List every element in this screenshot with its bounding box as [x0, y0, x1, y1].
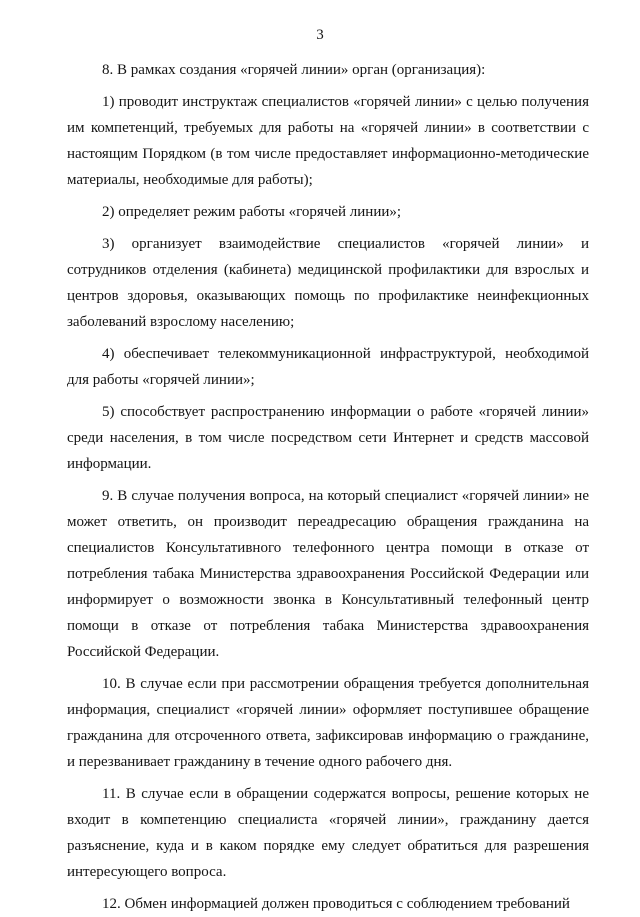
paragraph-8-item-4: 4) обеспечивает телекоммуникационной инфраструктурой, необходимой для работы «горячей линии»;: [67, 346, 589, 388]
paragraph-12: 12. Обмен информацией должен проводиться с соблюдением требований: [102, 896, 570, 912]
document-body: [67, 57, 589, 917]
paragraph-8-intro: 8. В рамках создания «горячей линии» орган (организация):: [102, 62, 486, 78]
page-number: 3: [316, 27, 324, 43]
paragraph-9: 9. В случае получения вопроса, на который специалист «горячей линии» не может ответить, он производит переадресацию обращения гражданина на специалистов Консультативного телефонного центра помощи в отказе от потребления табака Министерства здравоохранения Российской Федерации или информирует о возможности звонка в Консультативный телефонный центр помощи в отказе от потребления табака Министерства здравоохранения Российской Федерации.: [67, 488, 589, 660]
paragraph-8-item-1: 1) проводит инструктаж специалистов «горячей линии» с целью получения им компетенций, требуемых для работы на «горячей линии» в соответствии с настоящим Порядком (в том числе предоставляет информационно-методические материалы, необходимые для работы);: [67, 94, 589, 188]
paragraph-8-item-2: 2) определяет режим работы «горячей линии»;: [102, 204, 402, 220]
paragraph-8-item-3: 3) организует взаимодействие специалистов «горячей линии» и сотрудников отделения (кабинета) медицинской профилактики для взрослых и центров здоровья, оказывающих помощь по профилактике неинфекционных заболеваний взрослому населению;: [67, 236, 589, 330]
paragraph-11: 11. В случае если в обращении содержатся вопросы, решение которых не входит в компетенцию специалиста «горячей линии», гражданину дается разъяснение, куда и в каком порядке ему следует обратиться для разрешения интересующего вопроса.: [67, 786, 589, 880]
paragraph-8-item-5: 5) способствует распространению информации о работе «горячей линии» среди населения, в том числе посредством сети Интернет и средств массовой информации.: [67, 404, 589, 472]
paragraph-10: 10. В случае если при рассмотрении обращения требуется дополнительная информация, специалист «горячей линии» оформляет поступившее обращение гражданина для отсроченного ответа, зафиксировав информацию о гражданине, и перезванивает гражданину в течение одного рабочего дня.: [67, 676, 589, 770]
